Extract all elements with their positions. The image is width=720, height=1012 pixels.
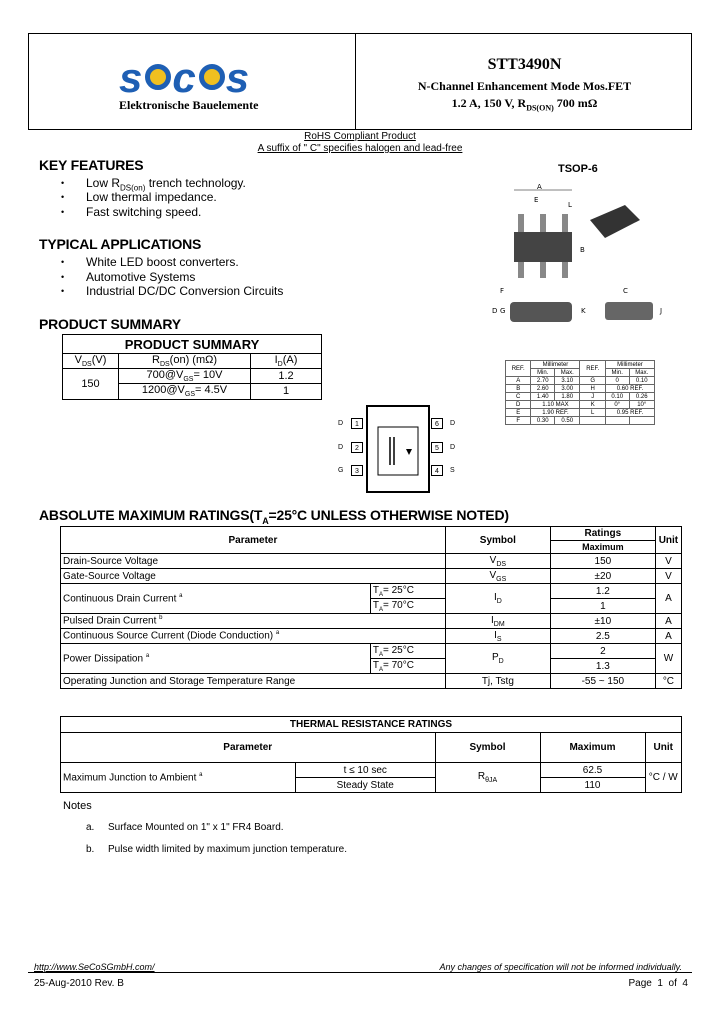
amr-heading: ABSOLUTE MAXIMUM $RATINGS(T_A=25^\circ C$ UNLESS OTHERWISE NOTED) xyxy=(39,507,509,526)
table-row: Continuous Source Current (Diode Conduction) $^a$ $I_S$ 2.5 A xyxy=(61,629,682,644)
ps-table-title: PRODUCT SUMMARY xyxy=(63,335,322,354)
footer-date: 25-Aug-2010 Rev. B xyxy=(34,978,124,989)
application-item: • Industrial DC/DC Conversion Circuits xyxy=(86,284,283,298)
secos-logo: s c s xyxy=(119,54,252,101)
pin-label: D xyxy=(450,420,456,427)
pin-label: S xyxy=(450,467,455,474)
ps-id-row1: 1.2 xyxy=(251,369,322,384)
dim-row: E 1.90 REF. L 0.95 REF. xyxy=(506,409,655,417)
dim-row: A 2.70 3.10 G 0 0.10 xyxy=(506,377,655,385)
mosfet-symbol-icon xyxy=(368,407,428,491)
svg-text:L: L xyxy=(568,201,572,209)
ps-header-vds: $V_{DS}(V)$ xyxy=(63,354,119,369)
dim-row: C 1.40 1.80 J 0.10 0.26 xyxy=(506,393,655,401)
pin-number: 3 xyxy=(351,465,363,476)
part-number: STT3490N xyxy=(487,56,562,73)
header-box xyxy=(28,33,692,130)
note-label: a. xyxy=(86,822,95,833)
pin-label: G xyxy=(338,467,344,474)
suffix-notice: A suffix of " C" specifies halogen and lead-free xyxy=(257,143,463,154)
thermal-title: THERMAL RESISTANCE RATINGS xyxy=(61,717,682,733)
device-description: N-Channel Enhancement Mode Mos.FET xyxy=(417,79,632,93)
package-drawing xyxy=(490,180,680,330)
application-item: • Automotive Systems xyxy=(86,270,195,284)
footer-disclaimer: Any changes of specification will not be informed individually. xyxy=(439,962,682,972)
logo-dot-icon xyxy=(199,64,225,90)
table-row: Continuous Drain Current $^a$ $T_A= 25^\circ C$ $I_D$ 1.2 A xyxy=(61,584,682,599)
dim-row: B 2.60 3.00 H 0.60 REF. xyxy=(506,385,655,393)
dimension-table: REF. Millimeter REF. Millimeter Min. Max. Min. Max. A 2.70 3.10 G 0 0.10 B 2.60 3.00 H 0.60 REF. C 1.40 1.80 J 0.10 0.26 D 1.10 MAX K 0° 10° E 1.90 REF. L 0.95 REF. F 0.30 0.50 xyxy=(505,360,655,425)
feature-item: • Low $R_{DS(on)}$ trench technology. xyxy=(86,176,246,192)
table-row: Operating Junction and Storage Temperature Range Tj, Tstg -55 ~ 150 °C xyxy=(61,674,682,689)
footer-divider xyxy=(28,972,692,973)
svg-text:K: K xyxy=(581,307,586,315)
applications-heading: TYPICAL APPLICATIONS xyxy=(39,236,202,252)
pin-number: 4 xyxy=(431,465,443,476)
rohs-notice: RoHS Compliant Product xyxy=(304,131,416,142)
table-row: Gate-Source Voltage $V_{GS}$ ±20 V xyxy=(61,569,682,584)
table-row: Drain-Source Voltage $V_{DS}$ 150 V xyxy=(61,554,682,569)
ps-header-id: $I_D(A)$ xyxy=(251,354,322,369)
pin-number: 6 xyxy=(431,418,443,429)
svg-text:D: D xyxy=(492,307,498,315)
logo-dot-icon xyxy=(145,64,171,90)
amr-header-unit: Unit xyxy=(655,527,681,554)
table-row: $T_A= 70^\circ C$ 1.3 xyxy=(61,659,682,674)
note-a: Surface Mounted on 1" x 1" FR4 Board. xyxy=(108,822,284,833)
svg-text:E: E xyxy=(534,196,539,204)
amr-header-parameter: Parameter xyxy=(61,527,446,554)
feature-item: • Low thermal impedance. xyxy=(86,190,217,204)
table-row: Power Dissipation $^a$ $T_A= 25^\circ C$ $P_D$ 2 W xyxy=(61,644,682,659)
package-3d-view xyxy=(590,205,640,238)
dim-row: F 0.30 0.50 xyxy=(506,417,655,425)
amr-table xyxy=(60,526,682,689)
logo-subtitle: Elektronische Bauelemente xyxy=(119,98,259,112)
pin-number: 5 xyxy=(431,442,443,453)
note-label: b. xyxy=(86,844,95,855)
notes-title: Notes xyxy=(63,800,92,812)
product-summary-heading: PRODUCT SUMMARY xyxy=(39,316,181,332)
thermal-table: THERMAL RESISTANCE RATINGS Parameter Symbol Maximum Unit Maximum Junction to Ambient $^a$ t ≤ 10 sec $R_{\theta JA}$ 62.5 °C / W Steady State 110 xyxy=(60,716,682,793)
amr-header-ratings: Ratings xyxy=(550,527,655,541)
pin-label: D xyxy=(450,444,456,451)
application-item: • White LED boost converters. xyxy=(86,255,239,269)
pin-number: 1 xyxy=(351,418,363,429)
table-row: Steady State 110 xyxy=(61,778,682,793)
key-features-heading: KEY FEATURES xyxy=(39,157,144,173)
svg-text:F: F xyxy=(500,287,505,295)
ps-rds-row1: $700@V_{GS}= 10V$ xyxy=(119,369,251,384)
amr-header-maximum: Maximum xyxy=(550,541,655,554)
note-b: Pulse width limited by maximum junction temperature. xyxy=(108,844,347,855)
table-row: Pulsed Drain Current $^b$ $I_{DM}$ ±10 A xyxy=(61,614,682,629)
ps-vds-value: 150 xyxy=(63,369,119,399)
svg-text:C: C xyxy=(623,287,628,295)
svg-text:G: G xyxy=(500,307,506,315)
ps-id-row2: 1 xyxy=(251,384,322,399)
pinout-diagram xyxy=(366,405,430,493)
feature-item: • Fast switching speed. xyxy=(86,205,201,219)
package-name: TSOP-6 xyxy=(558,163,598,175)
ps-rds-row2: $1200@V_{GS}= 4.5V$ xyxy=(119,384,251,399)
package-top-body xyxy=(514,232,572,262)
table-row: $T_A= 70^\circ C$ 1 xyxy=(61,599,682,614)
amr-header-symbol: Symbol xyxy=(445,527,550,554)
svg-text:A: A xyxy=(537,183,542,191)
footer-page: Page 1 of 4 xyxy=(628,978,688,989)
pin-number: 2 xyxy=(351,442,363,453)
product-summary-table xyxy=(62,334,322,400)
rating-line: 1.2 A, 150 V, $R_{DS(ON)}$ 700 mΩ xyxy=(451,96,598,113)
ps-header-rds: $R_{DS}(on)$ (mΩ) xyxy=(119,354,251,369)
svg-text:J: J xyxy=(660,307,663,315)
pin-label: D xyxy=(338,444,344,451)
pin-label: D xyxy=(338,420,344,427)
footer-url[interactable]: http://www.SeCoSGmbH.com/ xyxy=(34,962,155,972)
svg-text:B: B xyxy=(580,246,585,254)
table-row: Maximum Junction to Ambient $^a$ t ≤ 10 sec $R_{\theta JA}$ 62.5 °C / W xyxy=(61,763,682,778)
dim-row: D 1.10 MAX K 0° 10° xyxy=(506,401,655,409)
